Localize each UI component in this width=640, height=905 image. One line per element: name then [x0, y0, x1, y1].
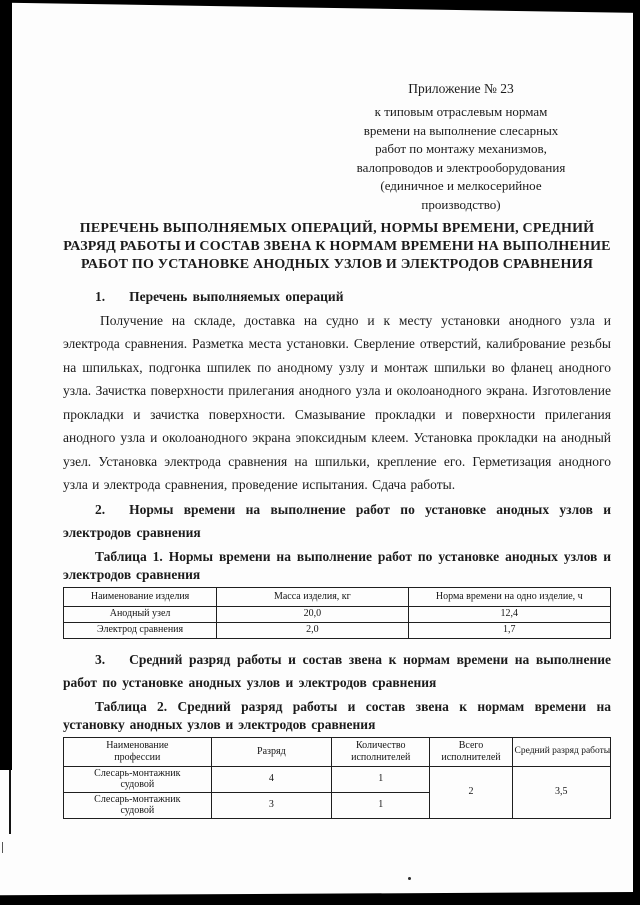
- section-1-paragraph: Получение на складе, доставка на судно и к месту установки анодного узла и электрода сравнения. Разметка места установки. Сверление отверстий, калибрование резьбы на шпильках, подгонка шпилек по анодному узлу и монтаж шпильки во фланец анодного узла. Зачистка поверхности прилегания анодного узла и околоанодного экрана. Изготовление прокладки и зачистка поверхности. Смазывание прокладки и поверхности прилегания анодного узла и околоанодного экрана эпоксидным клеем. Установка прокладки на анодный узел. Установка электрода сравнения на шпильки, крепление его. Герметизация анодного узла и электрода сравнения, проведение испытания. Сдача работы.: [63, 312, 611, 492]
- table-cell: Слесарь-монтажник судовой: [64, 766, 212, 792]
- document-content: [63, 0, 611, 819]
- table-1-header-row: [64, 587, 611, 606]
- scan-speck: [408, 877, 411, 880]
- section-1-number: 1.: [95, 289, 106, 304]
- column-header: Наименование изделия: [64, 587, 217, 606]
- section-3-heading-text: Средний разряд работы и состав звена к нормам времени на выполнение работ по установке анодных узлов и электродов сравнения: [63, 651, 611, 690]
- table-cell: Электрод сравнения: [64, 622, 217, 638]
- table-cell: Анодный узел: [64, 606, 217, 622]
- table-cell-merged-grade: 3,5: [512, 766, 610, 818]
- table-row: [64, 606, 611, 622]
- column-header: Разряд: [211, 737, 331, 766]
- appendix-subtitle-line: времени на выполнение слесарных: [363, 122, 559, 138]
- section-3-heading: [63, 648, 611, 695]
- table-1: [63, 587, 611, 639]
- section-1-heading-text: Перечень выполняемых операций: [129, 289, 344, 304]
- table-row: [64, 622, 611, 638]
- document-title: ПЕРЕЧЕНЬ ВЫПОЛНЯЕМЫХ ОПЕРАЦИЙ, НОРМЫ ВРЕМЕНИ, СРЕДНИЙ РАЗРЯД РАБОТЫ И СОСТАВ ЗВЕНА К НОРМАМ ВРЕМЕНИ НА ВЫПОЛНЕНИЕ РАБОТ ПО УСТАНОВКЕ АНОДНЫХ УЗЛОВ И ЭЛЕКТРОДОВ СРАВНЕНИЯ: [63, 221, 611, 272]
- table-cell: 20,0: [217, 606, 408, 622]
- appendix-subtitle-line: к типовым отраслевым нормам: [374, 104, 548, 119]
- column-header: Средний разряд работы: [512, 737, 610, 766]
- table-row: [64, 766, 611, 792]
- column-header: Количество исполнителей: [332, 737, 430, 766]
- section-1-heading: [63, 285, 611, 309]
- table-2-header-row: [64, 737, 611, 766]
- table-cell: 4: [211, 766, 331, 792]
- column-header: Всего исполнителей: [430, 737, 512, 766]
- table-cell: 3: [211, 792, 331, 818]
- appendix-subtitle: [311, 103, 611, 214]
- section-2-number: 2.: [95, 501, 106, 517]
- scan-edge-left-line: [9, 770, 11, 834]
- table-2: [63, 737, 611, 819]
- column-header: Норма времени на одно изделие, ч: [408, 587, 610, 606]
- table-1-caption: Таблица 1. Нормы времени на выполнение работ по установке анодных узлов и электродов сравнения: [63, 548, 611, 582]
- column-header: Масса изделия, кг: [217, 587, 408, 606]
- appendix-subtitle-line: производство): [421, 196, 501, 212]
- appendix-subtitle-line: валопроводов и электрооборудования: [356, 159, 566, 175]
- table-2-caption: Таблица 2. Средний разряд работы и состав звена к нормам времени на установку анодных узлов и электродов сравнения: [63, 698, 611, 732]
- appendix-number: Приложение № 23: [408, 81, 514, 96]
- appendix-subtitle-line: (единичное и мелкосерийное: [380, 178, 542, 193]
- scan-mark: [2, 842, 3, 853]
- table-cell: Слесарь-монтажник судовой: [64, 792, 212, 818]
- section-2-heading-text: Нормы времени на выполнение работ по установке анодных узлов и электродов сравнения: [63, 501, 611, 540]
- table-cell-merged-total: 2: [430, 766, 512, 818]
- table-cell: 12,4: [408, 606, 610, 622]
- column-header: Наименование профессии: [64, 737, 212, 766]
- table-cell: 2,0: [217, 622, 408, 638]
- scan-edge-right: [633, 0, 640, 905]
- scan-edge-left: [0, 0, 12, 770]
- section-3-number: 3.: [95, 651, 106, 667]
- section-2-heading: [63, 498, 611, 545]
- scan-edge-bottom: [0, 892, 640, 905]
- table-cell: 1,7: [408, 622, 610, 638]
- table-cell: 1: [332, 792, 430, 818]
- appendix-subtitle-line: работ по монтажу механизмов,: [375, 141, 547, 156]
- table-cell: 1: [332, 766, 430, 792]
